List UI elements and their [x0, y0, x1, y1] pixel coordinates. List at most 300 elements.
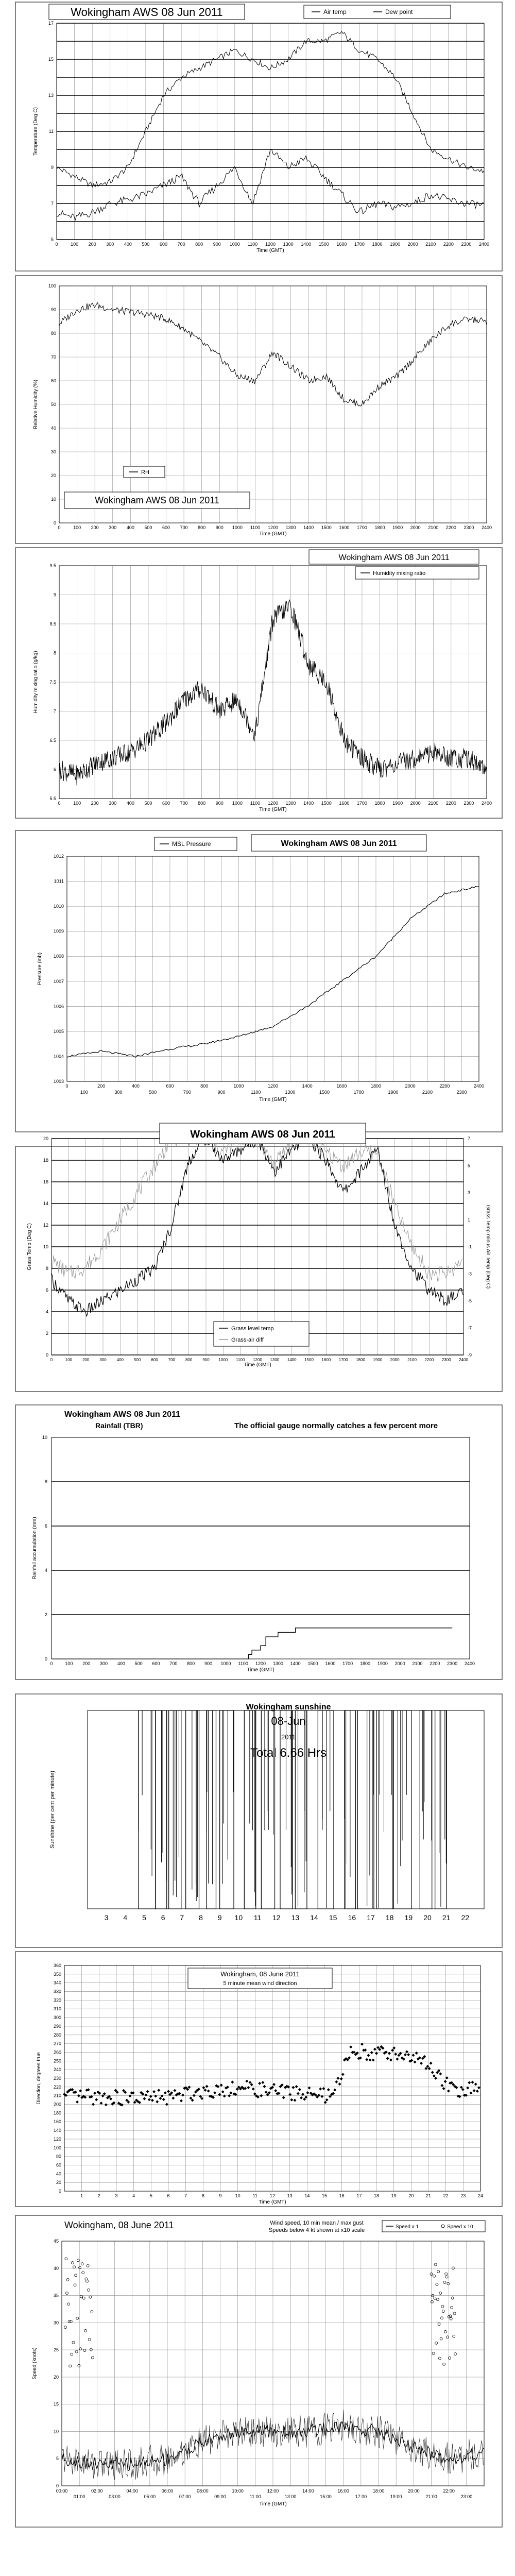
dir-xtick: 5: [149, 2193, 152, 2198]
direction-point: [295, 2085, 298, 2088]
grass-xtick: 800: [185, 1358, 193, 1362]
wind-xtick: 01:00: [73, 2494, 85, 2499]
rh-xtick: 1100: [250, 525, 261, 530]
rh-ytick: 90: [50, 307, 56, 312]
direction-point: [466, 2087, 469, 2090]
temp-xtick: 500: [142, 242, 150, 247]
temp-xtick: 1500: [318, 242, 329, 247]
speed-x10-point: [443, 2281, 446, 2284]
direction-point: [71, 2088, 74, 2091]
dir-ytick: 230: [53, 2076, 61, 2081]
dir-ytick: 180: [53, 2110, 61, 2116]
grass-xtick: 1200: [253, 1358, 262, 1362]
rh-ytick: 40: [50, 426, 56, 431]
mix-xtick: 1200: [267, 801, 279, 806]
grass-ytick: 2: [45, 1331, 48, 1336]
grass-xtick: 500: [133, 1358, 141, 1362]
temp-xtick: 1400: [301, 242, 312, 247]
dir-ytick: 140: [53, 2128, 61, 2133]
direction-point: [77, 2094, 80, 2097]
pres-xtick: 600: [166, 1083, 174, 1089]
wind-ytick: 0: [56, 2483, 59, 2488]
direction-point: [447, 2090, 450, 2093]
speed-x10-point: [442, 2310, 444, 2313]
dir-xtick: 16: [339, 2193, 345, 2198]
grass-xtick: 2100: [407, 1358, 417, 1362]
speed-x10-point: [437, 2270, 440, 2273]
direction-point: [252, 2088, 255, 2091]
temp-ytick: 17: [48, 21, 54, 26]
pres-ytick: 1005: [53, 1028, 64, 1034]
direction-point: [433, 2074, 436, 2077]
direction-point: [294, 2099, 297, 2102]
grass-xtick: 2300: [441, 1358, 451, 1362]
rain-panel: [15, 1405, 502, 1680]
rain-xtick: 500: [134, 1661, 143, 1666]
direction-point: [335, 2080, 338, 2083]
rain-subtitle: Rainfall (TBR): [95, 1421, 143, 1430]
wind-ytick: 25: [53, 2347, 59, 2353]
mix-ytick: 9: [53, 592, 56, 598]
wind-xtick: 21:00: [425, 2494, 437, 2499]
temp-ytick: 5: [50, 237, 54, 242]
rh-xtick: 700: [180, 525, 188, 530]
speed-x10-point: [72, 2341, 75, 2344]
grass-ytick: 14: [43, 1201, 48, 1206]
speed-x10-point: [83, 2349, 86, 2352]
mix-xtick: 1400: [303, 801, 314, 806]
sun-xtick: 21: [442, 1913, 451, 1922]
dir-ytick: 120: [53, 2136, 61, 2142]
temp-xtick: 2200: [443, 242, 454, 247]
pres-xtick: 2300: [456, 1090, 467, 1095]
dir-xtick: 9: [219, 2193, 222, 2198]
pres-xtick: 1700: [353, 1090, 364, 1095]
direction-point: [473, 2089, 476, 2092]
dir-ytick: 250: [53, 2058, 61, 2064]
grass-legend-label: Grass level temp: [231, 1326, 274, 1332]
dir-xtick: 20: [408, 2193, 414, 2198]
speed-x10-point: [451, 2297, 454, 2299]
grass-legend-label: Grass-air diff: [231, 1337, 264, 1343]
dir-xtick: 18: [373, 2193, 380, 2198]
rain-xtick: 1100: [238, 1661, 248, 1666]
speed-x10-point: [91, 2357, 94, 2359]
mix-ytick: 9.5: [49, 563, 56, 568]
rh-xtick: 300: [109, 525, 117, 530]
speed-x10-point: [433, 2275, 435, 2277]
speed-x10-point: [65, 2292, 68, 2294]
pres-legend-label: MSL Pressure: [172, 840, 211, 848]
mix-xtick: 1000: [232, 801, 243, 806]
direction-point: [76, 2100, 79, 2104]
rh-ylabel: Relative Humidity (%): [33, 379, 39, 430]
pres-ytick: 1012: [53, 854, 64, 859]
pres-xtick: 1400: [302, 1083, 313, 1089]
rain-xtick: 2000: [394, 1661, 405, 1666]
grass-xtick: 2000: [390, 1358, 400, 1362]
direction-point: [477, 2086, 480, 2089]
speed-x10-point: [77, 2259, 79, 2262]
speed-x10-point: [75, 2350, 78, 2353]
temp-xtick: 2300: [461, 242, 472, 247]
direction-point: [159, 2097, 162, 2100]
speed-x10-point: [69, 2365, 72, 2367]
wind-title: Wokingham, 08 June 2011: [64, 2220, 174, 2230]
mix-legend-label: Humidity mixing ratio: [373, 570, 426, 577]
temp-xtick: 400: [124, 242, 132, 247]
rh-ytick: 20: [50, 473, 56, 478]
rh-xtick: 2000: [410, 525, 421, 530]
mix-title: Wokingham AWS 08 Jun 2011: [338, 553, 450, 562]
sunshine-burst: [220, 1710, 234, 1909]
temp-xtick: 1200: [265, 242, 276, 247]
rh-xtick: 200: [91, 525, 99, 530]
speed-x10-point: [434, 2263, 437, 2266]
direction-point: [205, 2085, 209, 2088]
speed-x10-point: [84, 2329, 87, 2332]
mix-xtick: 200: [91, 801, 99, 806]
direction-point: [373, 2048, 376, 2051]
sunshine-burst: [261, 1710, 274, 1909]
sun-xtick: 17: [367, 1913, 375, 1922]
wind-xtick: 16:00: [337, 2488, 349, 2494]
rh-ytick: 10: [50, 497, 56, 502]
temp-ytick: 13: [48, 93, 54, 98]
wind-ylabel: Speed (knots): [32, 2347, 38, 2380]
sun-xtick: 7: [180, 1913, 184, 1922]
rh-xtick: 900: [215, 525, 224, 530]
dir-xtick: 19: [391, 2193, 397, 2198]
dir-xtick: 11: [252, 2193, 258, 2198]
mix-xtick: 2400: [481, 801, 492, 806]
mix-xtick: 1700: [356, 801, 367, 806]
direction-point: [263, 2085, 266, 2088]
sunshine-burst: [156, 1710, 167, 1909]
pres-ytick: 1003: [53, 1079, 64, 1084]
speed-x10-point: [453, 2335, 455, 2337]
mix-ytick: 8.5: [49, 621, 56, 626]
wind-xtick: 22:00: [443, 2488, 455, 2494]
grass-xtick: 1400: [287, 1358, 297, 1362]
speed-x10-point: [76, 2317, 79, 2319]
speed-x10-point: [74, 2284, 76, 2286]
wind-xtick: 18:00: [372, 2488, 385, 2494]
mix-xtick: 700: [180, 801, 188, 806]
wind-xtick: 17:00: [355, 2494, 367, 2499]
speed-x10-point: [81, 2263, 83, 2265]
speed-x10-point: [443, 2363, 445, 2365]
mix-xtick: 1600: [339, 801, 350, 806]
speed-x10-point: [441, 2305, 444, 2308]
direction-point: [327, 2088, 330, 2091]
temp-xtick: 1600: [336, 242, 347, 247]
sun-xtick: 9: [217, 1913, 222, 1922]
dir-ytick: 200: [53, 2102, 61, 2107]
dir-xtick: 4: [132, 2193, 135, 2198]
rh-xtick: 1200: [267, 525, 279, 530]
rh-ytick: 60: [50, 378, 56, 383]
direction-point: [229, 2091, 232, 2094]
wind-ytick: 10: [53, 2429, 59, 2434]
speed-x10-point: [435, 2342, 438, 2344]
direction-point: [203, 2089, 207, 2092]
dir-xtick: 6: [167, 2193, 170, 2198]
direction-point: [460, 2086, 463, 2089]
direction-point: [221, 2090, 225, 2093]
mix-ylabel: Humidity mixing ratio (g/kg): [33, 651, 39, 714]
rain-ytick: 8: [44, 1479, 47, 1484]
mix-xtick: 1900: [392, 801, 403, 806]
direction-point: [474, 2082, 477, 2086]
dir-xtick: 2: [97, 2193, 100, 2198]
temp-ylabel: Temperature (Deg C): [33, 107, 39, 156]
grass-ytick: -3: [468, 1271, 472, 1277]
dir-ytick: 260: [53, 2049, 61, 2055]
grass-ytick: -1: [468, 1244, 472, 1249]
wind-ytick: 35: [53, 2293, 59, 2298]
direction-point: [265, 2091, 268, 2094]
speed-x10-point: [82, 2272, 84, 2274]
direction-point: [202, 2086, 205, 2089]
direction-point: [439, 2072, 442, 2075]
direction-point: [143, 2097, 146, 2100]
temp-legend-label: Dew point: [385, 8, 413, 15]
dir-ytick: 350: [53, 1971, 61, 1977]
dir-ytick: 0: [58, 2189, 61, 2194]
dir-ytick: 360: [53, 1963, 61, 1968]
grass-ytick: 7: [468, 1136, 471, 1141]
grass-ytick: 0: [45, 1352, 48, 1358]
direction-point: [297, 2092, 300, 2095]
grass-xtick: 2200: [424, 1358, 434, 1362]
rain-xtick: 700: [169, 1661, 178, 1666]
speed-x10-point: [454, 2353, 456, 2355]
temp-xtick: 2100: [425, 242, 436, 247]
dir-ytick: 40: [56, 2171, 61, 2177]
rh-xtick: 1500: [321, 525, 332, 530]
speed-x10-point: [86, 2280, 89, 2282]
wind-subtitle2: Speeds below 4 kt shown at x10 scale: [268, 2227, 365, 2233]
direction-point: [103, 2092, 106, 2095]
direction-point: [360, 2043, 364, 2046]
sun-total: Total 6.66 Hrs: [250, 1746, 327, 1760]
grass-xtick: 600: [151, 1358, 158, 1362]
gust-line: [62, 2410, 483, 2480]
direction-point: [193, 2094, 196, 2097]
rh-xlabel: Time (GMT): [259, 531, 287, 537]
direction-point: [298, 2088, 301, 2091]
speed-x10-point: [73, 2266, 76, 2268]
rh-ytick: 50: [50, 402, 56, 407]
dir-subtitle: 5 minute mean wind direction: [223, 1980, 297, 1987]
direction-point: [144, 2093, 147, 2096]
pres-xtick: 800: [200, 1083, 209, 1089]
direction-point: [396, 2058, 399, 2061]
sun-title: Wokingham sunshine: [246, 1703, 331, 1711]
pres-xtick: 1100: [250, 1090, 261, 1095]
speed-x10-point: [91, 2311, 93, 2313]
temp-xtick: 2000: [407, 242, 418, 247]
speed-x10-point: [87, 2264, 89, 2267]
pres-ytick: 1010: [53, 904, 64, 909]
speed-x10-point: [88, 2289, 90, 2291]
sun-xtick: 5: [142, 1913, 146, 1922]
speed-x10-point: [65, 2258, 67, 2260]
temp-xtick: 300: [106, 242, 114, 247]
speed-x10-point: [445, 2273, 448, 2275]
direction-point: [157, 2089, 160, 2092]
speed-x10-point: [449, 2357, 451, 2359]
pres-xtick: 500: [149, 1090, 157, 1095]
direction-point: [291, 2086, 295, 2089]
rh-xtick: 1700: [356, 525, 367, 530]
wind-xtick: 06:00: [161, 2488, 174, 2494]
mix-xtick: 500: [144, 801, 152, 806]
direction-point: [152, 2090, 156, 2093]
direction-point: [156, 2100, 159, 2103]
speed-x10-point: [66, 2278, 69, 2281]
mix-ytick: 6: [53, 767, 56, 772]
temp-xtick: 0: [55, 242, 58, 247]
direction-point: [101, 2094, 105, 2097]
mix-xtick: 900: [215, 801, 224, 806]
sun-xtick: 16: [348, 1913, 356, 1922]
direction-point: [250, 2083, 253, 2086]
rain-xtick: 400: [117, 1661, 125, 1666]
rain-xlabel: Time (GMT): [247, 1667, 274, 1673]
direction-point: [420, 2062, 423, 2065]
direction-point: [162, 2098, 165, 2101]
sun-xtick: 20: [423, 1913, 432, 1922]
speed-x10-point: [64, 2326, 66, 2329]
pres-xtick: 1300: [285, 1090, 296, 1095]
direction-point: [434, 2077, 437, 2080]
sun-xtick: 18: [385, 1913, 394, 1922]
speed-x10-point: [78, 2266, 81, 2269]
direction-point: [272, 2083, 276, 2086]
direction-point: [148, 2098, 151, 2101]
dir-xtick: 10: [235, 2193, 241, 2198]
dir-ytick: 270: [53, 2041, 61, 2046]
temp-xlabel: Time (GMT): [256, 248, 284, 253]
mix-xtick: 100: [73, 801, 81, 806]
rh-xtick: 800: [198, 525, 206, 530]
direction-point: [336, 2077, 339, 2080]
dir-xtick: 23: [460, 2193, 466, 2198]
direction-point: [325, 2098, 329, 2102]
sunshine-burst: [139, 1710, 156, 1909]
wind-xtick: 12:00: [267, 2488, 279, 2494]
sunshine-burst: [295, 1710, 307, 1909]
dir-xtick: 8: [201, 2193, 204, 2198]
grass-ytick: 4: [45, 1309, 48, 1314]
grass-ytick: 6: [45, 1287, 48, 1293]
direction-point: [415, 2052, 418, 2055]
dir-ytick: 330: [53, 1989, 61, 1994]
wind-xlabel: Time (GMT): [259, 2501, 287, 2507]
direction-point: [151, 2099, 154, 2102]
direction-point: [173, 2089, 176, 2092]
direction-point: [391, 2049, 394, 2052]
direction-point: [468, 2081, 471, 2084]
speed-x10-point: [71, 2353, 73, 2355]
sun-xtick: 22: [461, 1913, 470, 1922]
speed-x10-point: [451, 2306, 453, 2309]
speed-x10-point: [445, 2276, 448, 2278]
rain-xtick: 1500: [307, 1661, 318, 1666]
grass-xtick: 700: [168, 1358, 176, 1362]
direction-point: [167, 2090, 170, 2093]
speed-x10-point: [447, 2282, 450, 2285]
speed-x10-point: [432, 2352, 435, 2354]
direction-point: [306, 2091, 309, 2094]
rain-ylabel: Rainfall accumulation (mm): [32, 1517, 38, 1580]
wind-ytick: 40: [53, 2265, 59, 2271]
pres-xtick: 1500: [319, 1090, 330, 1095]
temp-xtick: 1100: [247, 242, 258, 247]
direction-point: [461, 2088, 465, 2091]
temp-xtick: 1700: [354, 242, 365, 247]
mix-xtick: 0: [58, 801, 61, 806]
temp-xtick: 900: [213, 242, 221, 247]
mix-ytick: 5.5: [49, 796, 56, 801]
pres-xtick: 400: [131, 1083, 140, 1089]
temp-xtick: 1000: [229, 242, 240, 247]
direction-point: [220, 2083, 223, 2087]
rain-xtick: 1600: [325, 1661, 336, 1666]
direction-point: [431, 2071, 434, 2074]
direction-point: [165, 2103, 168, 2106]
sun-xtick: 15: [329, 1913, 337, 1922]
pres-xtick: 2200: [439, 1083, 450, 1089]
speed-x10-point: [90, 2348, 92, 2351]
temp-xtick: 700: [177, 242, 185, 247]
pres-xtick: 700: [183, 1090, 191, 1095]
wind-ytick: 5: [56, 2456, 59, 2462]
direction-point: [290, 2098, 293, 2102]
direction-point: [128, 2094, 131, 2097]
speed-x10-point: [78, 2364, 80, 2367]
rain-xtick: 2200: [430, 1661, 440, 1666]
pres-xtick: 2000: [405, 1083, 416, 1089]
direction-point: [245, 2079, 248, 2082]
rh-xtick: 1000: [232, 525, 243, 530]
wind-legend-label: Speed x 1: [396, 2224, 419, 2230]
direction-point: [471, 2081, 474, 2084]
pres-xtick: 1800: [370, 1083, 382, 1089]
direction-point: [187, 2086, 191, 2089]
direction-point: [338, 2082, 341, 2086]
wind-panel: [15, 2215, 502, 2527]
sun-xtick: 8: [199, 1913, 203, 1922]
pres-xtick: 2100: [422, 1090, 433, 1095]
direction-point: [322, 2087, 325, 2090]
direction-point: [440, 2084, 443, 2087]
sun-panel: [15, 1694, 502, 1947]
sun-xtick: 14: [310, 1913, 318, 1922]
mix-xtick: 600: [162, 801, 170, 806]
rh-xtick: 0: [58, 525, 61, 530]
rain-xtick: 600: [152, 1661, 160, 1666]
wind-ytick: 45: [53, 2239, 59, 2244]
direction-point: [207, 2090, 210, 2093]
dir-ytick: 20: [56, 2180, 61, 2185]
rh-ytick: 0: [53, 520, 56, 526]
dir-ytick: 310: [53, 2006, 61, 2012]
mix-ytick: 8: [53, 650, 56, 656]
direction-point: [407, 2053, 410, 2056]
